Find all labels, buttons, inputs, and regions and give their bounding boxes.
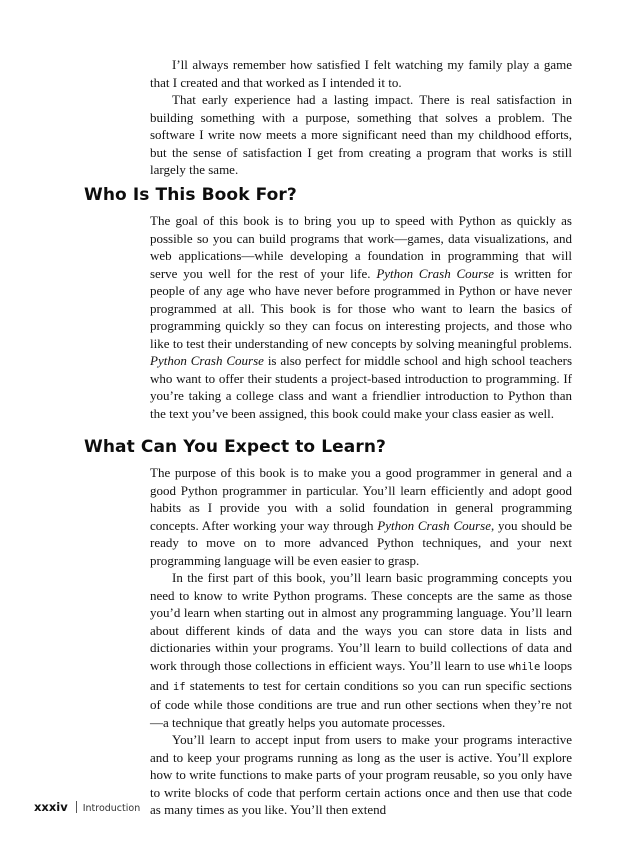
who-text-block — [150, 212, 572, 423]
code-if-keyword: if — [172, 680, 186, 693]
intro-paragraph-2: That early experience had a lasting impact. There is real satisfaction in building something with a purpose, something that solves a problem. The software I write now meets a more significant need than my childhood efforts, but the sense of satisfaction I get from creating a program that works is still largely the same. — [150, 92, 572, 178]
code-while-keyword: while — [508, 661, 541, 674]
heading-who-is-this-book-for: Who Is This Book For? — [84, 185, 297, 205]
who-p1-text-2: is written for people of any age who have never before programmed in Python or have never programmed at all. This book is for those who want to learn the basics of programming quickly so they can focus on interesting projects, and those who like to test their understanding of new concepts by solving meaningful problems. — [150, 265, 573, 351]
learn-p2-text-1: In the first part of this book, you’ll learn basic programming concepts you need to know to write Python programs. These concepts are the same as those you’d learn when starting out in almost any programming language. You’ll learn about different kinds of data and the ways you can store data in lists and dictionaries within your programs. You’ll learn to build collections of data and work through those collections in efficient ways. You’ll learn to use — [150, 570, 572, 674]
book-title-italic: Python Crash Course — [376, 265, 495, 281]
book-title-italic: Python Crash Course — [377, 517, 491, 533]
who-paragraph-1 — [150, 212, 572, 423]
learn-text-block — [150, 464, 572, 819]
intro-paragraph-1: I’ll always remember how satisfied I felt watching my family play a game that I created and that worked as I intended it to. — [150, 57, 572, 90]
running-head: Introduction — [82, 803, 141, 814]
who-p1-text-3: is also perfect for middle school and high school teachers who want to offer their students a project-based introduction to programming. If you’re taking a college class and want a friendlier introduction to Python than the text you’ve been assigned, this book could make your class easier as well. — [150, 353, 572, 422]
learn-p1-text-2: , you should be ready to move on to more advanced Python techniques, and your next programming language will be even easier to grasp. — [150, 517, 572, 568]
who-p1-text-1: The goal of this book is to bring you up to speed with Python as quickly as possible so you can build programs that work—games, data visualizations, and web applications—while developing a foundation in programming that will serve you well for the rest of your life. — [150, 213, 572, 281]
learn-p2-text-3: statements to test for certain conditions so you can run specific sections of code while those conditions are true and run other sections when they’re not—a technique that greatly helps you automate processes. — [150, 677, 572, 730]
learn-p2-text-2: loops and — [150, 658, 572, 693]
footer-divider — [76, 801, 77, 813]
page-number: xxxiv — [34, 800, 68, 814]
intro-text-block — [150, 56, 572, 179]
learn-paragraph-3: You’ll learn to accept input from users to make your programs interactive and to keep your programs running as long as the user is active. You’ll explore how to write functions to make parts of your program reusable, so you only have to write blocks of code that perform certain actions once and then use that code as many times as you like. You’ll then extend — [150, 732, 572, 818]
book-title-italic: Python Crash Course — [150, 353, 264, 369]
learn-paragraph-2 — [150, 569, 572, 731]
heading-what-can-you-expect-to-learn: What Can You Expect to Learn? — [84, 437, 386, 457]
page-footer — [34, 800, 140, 814]
learn-paragraph-1 — [150, 464, 572, 569]
learn-p1-text-1: The purpose of this book is to make you a good programmer in general and a good Python programmer in particular. You’ll learn efficiently and adopt good habits as I provide you with a solid foundation in general programming concepts. After working your way through — [150, 465, 572, 533]
